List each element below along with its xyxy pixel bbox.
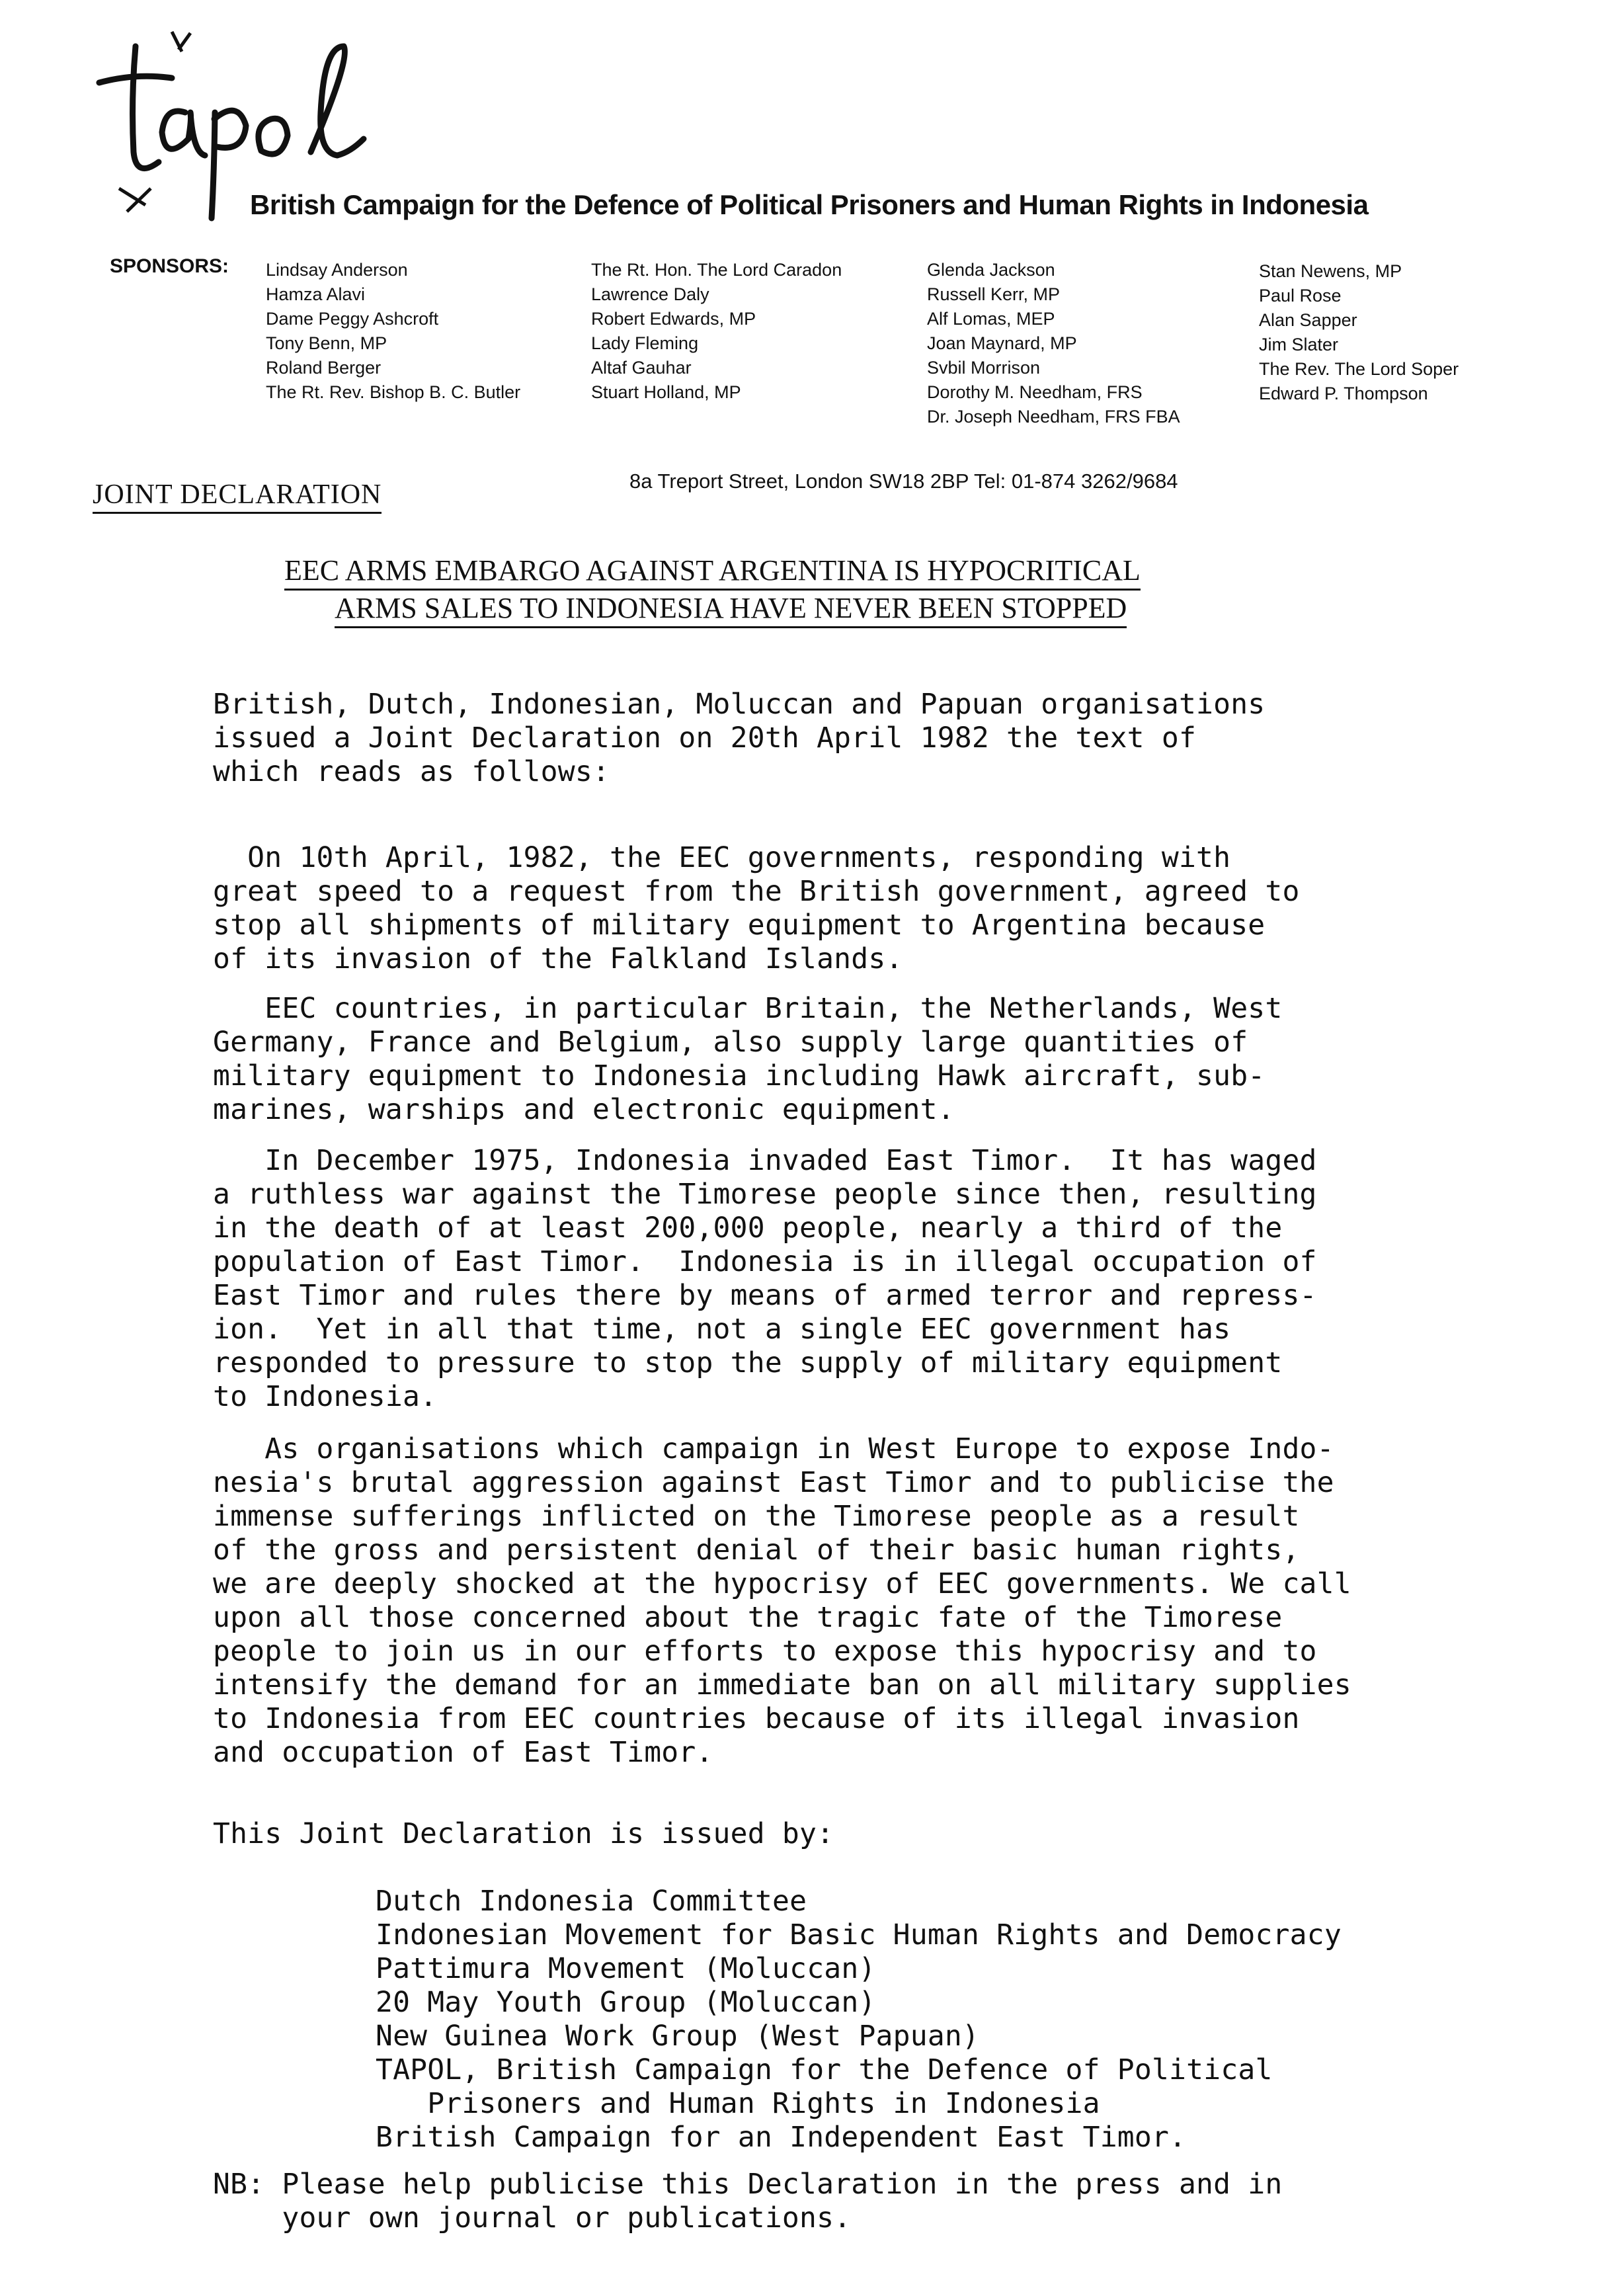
sponsor-name: Lady Fleming	[591, 333, 699, 353]
headline-line-1: EEC ARMS EMBARGO AGAINST ARGENTINA IS HYPOCRITICAL	[284, 553, 1141, 591]
sponsor-name: Lawrence Daly	[591, 284, 709, 304]
sponsor-name: Stan Newens, MP	[1259, 261, 1402, 281]
sponsor-name: The Rt. Hon. The Lord Caradon	[591, 260, 842, 280]
sponsor-name: Dorothy M. Needham, FRS	[927, 382, 1143, 402]
sponsor-name: Joan Maynard, MP	[927, 333, 1077, 353]
sponsor-column-1	[266, 258, 520, 405]
organisation-list: Dutch Indonesia Committee Indonesian Movement for Basic Human Rights and Democracy Pattimura Movement (Moluccan) 20 May Youth Group (Moluccan) New Guinea Work Group (West Papuan) TAPOL, British Campaign for the Defence of Political Prisoners and Human Rights in Indonesia British Campaign for an Independent East Timor.	[376, 1885, 1342, 2154]
sponsor-name: Svbil Morrison	[927, 358, 1041, 378]
sponsor-name: Stuart Holland, MP	[591, 382, 741, 402]
declaration-paragraph-2: EEC countries, in particular Britain, the Netherlands, West Germany, France and Belgium, also supply large quantities of military equipment to Indonesia including Hawk aircraft, sub- marines, warships and electronic equipment.	[213, 992, 1283, 1126]
sponsor-column-4	[1259, 259, 1459, 406]
sponsor-name: Alan Sapper	[1259, 310, 1357, 330]
sponsor-name: Altaf Gauhar	[591, 358, 692, 378]
sponsor-name: Robert Edwards, MP	[591, 309, 756, 329]
sponsor-name: The Rev. The Lord Soper	[1259, 359, 1459, 379]
sponsor-column-3	[927, 258, 1180, 429]
nb-note: NB: Please help publicise this Declaration in the press and in your own journal or publications.	[213, 2168, 1283, 2234]
sponsor-name: Jim Slater	[1259, 335, 1339, 354]
declaration-paragraph-1: On 10th April, 1982, the EEC governments, responding with great speed to a request from the British government, agreed to stop all shipments of military equipment to Argentina because of its invasion of the Falkland Islands.	[213, 841, 1300, 975]
sponsor-name: Glenda Jackson	[927, 260, 1055, 280]
letterhead-address: 8a Treport Street, London SW18 2BP Tel: 01-874 3262/9684	[629, 470, 1178, 493]
issued-by-label: This Joint Declaration is issued by:	[213, 1817, 834, 1850]
headline	[284, 553, 1316, 628]
sponsor-name: Russell Kerr, MP	[927, 284, 1061, 304]
sponsor-name: Lindsay Anderson	[266, 260, 408, 280]
sponsor-column-2	[591, 258, 842, 405]
sponsor-name: Tony Benn, MP	[266, 333, 387, 353]
sponsor-name: Edward P. Thompson	[1259, 384, 1428, 403]
sponsor-name: Dame Peggy Ashcroft	[266, 309, 439, 329]
sponsor-name: Alf Lomas, MEP	[927, 309, 1055, 329]
declaration-paragraph-4: As organisations which campaign in West Europe to expose Indo- nesia's brutal aggression against East Timor and to publicise the immense sufferings inflicted on the Timorese people as a result of the gross and persistent denial of their basic human rights, we are deeply shocked at the hypocrisy of EEC governments. We call upon all those concerned about the tragic fate of the Timorese people to join us in our efforts to expose this hypocrisy and to intensify the demand for an immediate ban on all military supplies to Indonesia from EEC countries because of its illegal invasion and occupation of East Timor.	[213, 1432, 1351, 1769]
declaration-paragraph-3: In December 1975, Indonesia invaded East Timor. It has waged a ruthless war against the Timorese people since then, resulting in the death of at least 200,000 people, nearly a third of the population of East Timor. Indonesia is in illegal occupation of East Timor and rules there by means of armed terror and repress- ion. Yet in all that time, not a single EEC government has responded to pressure to stop the supply of military equipment to Indonesia.	[213, 1144, 1317, 1413]
letterhead-tagline: British Campaign for the Defence of Political Prisoners and Human Rights in Indonesia	[250, 189, 1369, 220]
document-heading: JOINT DECLARATION	[93, 479, 382, 514]
sponsor-name: The Rt. Rev. Bishop B. C. Butler	[266, 382, 521, 402]
sponsors-label: SPONSORS:	[110, 255, 229, 277]
intro-paragraph: British, Dutch, Indonesian, Moluccan and Papuan organisations issued a Joint Declaration on 20th April 1982 the text of which reads as follows:	[213, 688, 1266, 788]
headline-line-2: ARMS SALES TO INDONESIA HAVE NEVER BEEN STOPPED	[335, 591, 1127, 628]
sponsor-name: Paul Rose	[1259, 286, 1342, 306]
sponsor-name: Roland Berger	[266, 358, 382, 378]
sponsor-name: Hamza Alavi	[266, 284, 366, 304]
sponsor-name: Dr. Joseph Needham, FRS FBA	[927, 407, 1180, 427]
